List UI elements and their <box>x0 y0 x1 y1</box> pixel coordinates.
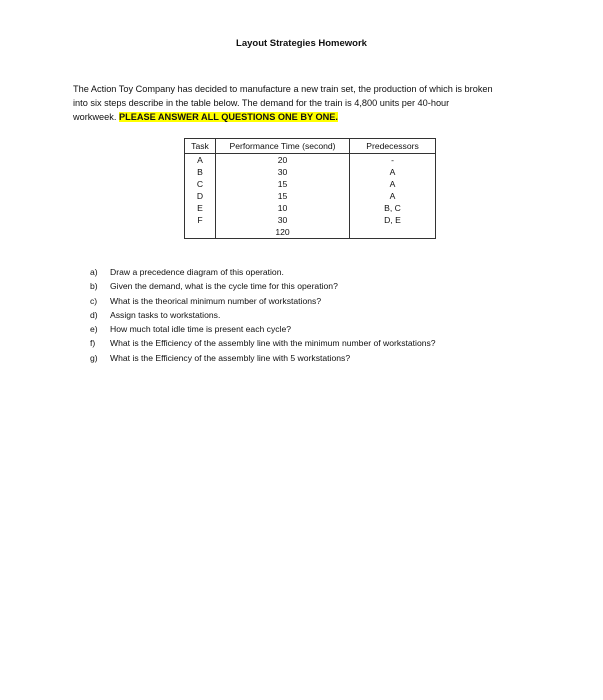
header-task: Task <box>185 139 216 154</box>
intro-paragraph <box>73 82 543 124</box>
total-label-cell <box>185 226 216 239</box>
question-text: Draw a precedence diagram of this operation. <box>110 267 284 277</box>
task-cell: D <box>185 190 216 202</box>
question-text: Assign tasks to workstations. <box>110 309 221 320</box>
question-letter: a) <box>90 267 98 277</box>
table-total-row <box>185 226 436 239</box>
time-cell: 15 <box>216 190 350 202</box>
predecessor-cell: A <box>350 166 436 178</box>
table-row <box>185 154 436 167</box>
header-predecessors: Predecessors <box>350 139 436 154</box>
intro-line-prefix: workweek. <box>73 112 119 122</box>
question-letter: d) <box>90 309 98 320</box>
time-cell: 20 <box>216 154 350 167</box>
task-cell: C <box>185 178 216 190</box>
predecessor-cell: - <box>350 154 436 167</box>
question-item <box>90 336 550 350</box>
table-row <box>185 214 436 226</box>
intro-line: into six steps describe in the table below. The demand for the train is 4,800 units per 40-hour <box>73 98 450 108</box>
task-cell: B <box>185 166 216 178</box>
question-letter: g) <box>90 352 98 363</box>
time-cell: 30 <box>216 214 350 226</box>
question-item <box>90 351 550 365</box>
header-performance-time: Performance Time (second) <box>216 139 350 154</box>
question-letter: f) <box>90 338 96 349</box>
table-row <box>185 178 436 190</box>
time-cell: 30 <box>216 166 350 178</box>
predecessor-cell: A <box>350 190 436 202</box>
question-letter: c) <box>90 295 98 306</box>
task-cell: E <box>185 202 216 214</box>
question-item <box>90 294 550 308</box>
question-text: What is the theorical minimum number of workstations? <box>110 295 322 306</box>
document-title: Layout Strategies Homework <box>236 38 367 49</box>
predecessor-cell: A <box>350 178 436 190</box>
question-item <box>90 322 550 336</box>
table-row <box>185 166 436 178</box>
predecessor-cell: D, E <box>350 214 436 226</box>
highlighted-instruction: PLEASE ANSWER ALL QUESTIONS ONE BY ONE. <box>118 112 338 122</box>
total-time-cell: 120 <box>216 226 350 239</box>
predecessor-cell: B, C <box>350 202 436 214</box>
question-list <box>90 265 550 365</box>
intro-line <box>73 110 543 124</box>
task-cell: F <box>185 214 216 226</box>
task-table <box>184 138 436 239</box>
time-cell: 15 <box>216 178 350 190</box>
table-header-row <box>185 139 436 154</box>
question-text: What is the Efficiency of the assembly line with the minimum number of workstations? <box>110 338 436 349</box>
intro-line: The Action Toy Company has decided to manufacture a new train set, the production of which is broken <box>73 84 493 94</box>
question-item <box>90 265 550 279</box>
question-text: Given the demand, what is the cycle time for this operation? <box>110 281 338 292</box>
question-item <box>90 279 550 293</box>
question-text: How much total idle time is present each cycle? <box>110 324 292 335</box>
task-cell: A <box>185 154 216 167</box>
time-cell: 10 <box>216 202 350 214</box>
question-letter: e) <box>90 324 98 335</box>
table-row <box>185 202 436 214</box>
question-text: What is the Efficiency of the assembly line with 5 workstations? <box>110 352 351 363</box>
table-row <box>185 190 436 202</box>
total-empty-cell <box>350 226 436 239</box>
question-letter: b) <box>90 281 98 292</box>
question-item <box>90 308 550 322</box>
